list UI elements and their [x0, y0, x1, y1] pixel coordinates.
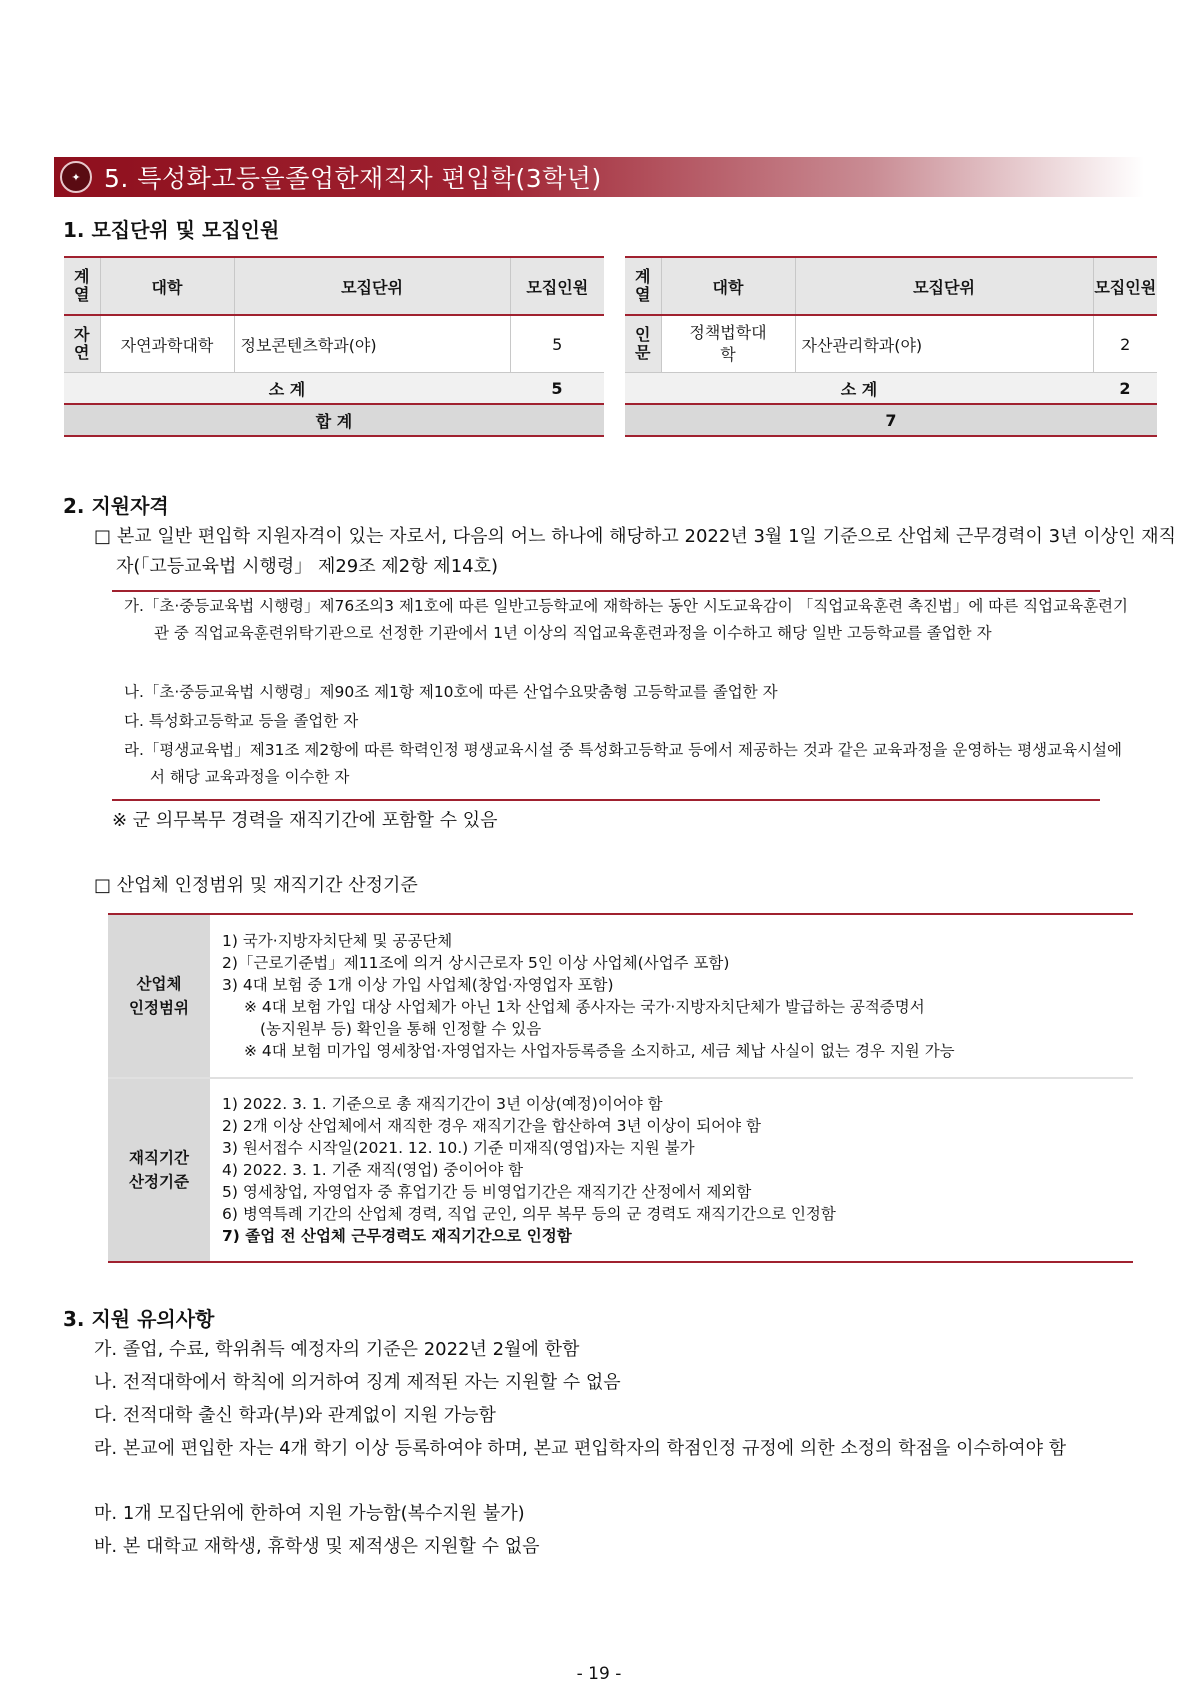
heading-eligibility: 2. 지원자격: [63, 494, 169, 518]
col-header-college: 대학: [100, 257, 234, 315]
scope-item: 3) 4대 보험 중 1개 이상 가입 사업체(창업·자영업자 포함): [222, 976, 614, 994]
subtotal-label: 소 계: [625, 373, 1093, 405]
eligibility-item-ra: 라.「평생교육법」제31조 제2항에 따른 학력인정 평생교육시설 중 특성화고등학교 등에서 제공하는 것과 같은 교육과정을 운영하는 평생교육시설에서 해당 교육과정을 이수한 자: [124, 741, 1123, 786]
period-item: 5) 영세창업, 자영업자 중 휴업기간 등 비영업기간은 재직기간 산정에서 제외함: [222, 1183, 752, 1201]
cell-field: 자연: [64, 315, 100, 373]
col-header-field: 계열: [625, 257, 661, 315]
col-header-unit: 모집단위: [795, 257, 1093, 315]
cell-unit: 자산관리학과(야): [795, 315, 1093, 373]
note-item-ma: 마. 1개 모집단위에 한하여 지원 가능함(복수지원 불가): [94, 1503, 525, 1524]
period-item: 2) 2개 이상 산업체에서 재직한 경우 재직기간을 합산하여 3년 이상이 되어야 함: [222, 1117, 762, 1135]
university-seal-icon: ✦: [60, 161, 92, 193]
note-item-ba: 바. 본 대학교 재학생, 휴학생 및 제적생은 지원할 수 없음: [94, 1536, 540, 1557]
col-header-field: 계열: [64, 257, 100, 315]
scope-note: ※ 4대 보험 가입 대상 사업체가 아닌 1차 산업체 종사자는 국가·지방자치단체가 발급하는 공적증명서: [244, 998, 925, 1016]
military-note: ※ 군 의무복무 경력을 재직기간에 포함할 수 있음: [112, 810, 498, 831]
divider-bottom: [112, 799, 1100, 801]
cell-unit: 정보콘텐츠학과(야): [234, 315, 510, 373]
note-item-na: 나. 전적대학에서 학칙에 의거하여 징계 제적된 자는 지원할 수 없음: [94, 1372, 621, 1393]
period-item: 6) 병역특례 기간의 산업체 경력, 직업 군인, 의무 복무 등의 군 경력도 재직기간으로 인정함: [222, 1205, 836, 1223]
heading-notes: 3. 지원 유의사항: [63, 1307, 215, 1331]
period-item: 3) 원서접수 시작일(2021. 12. 10.) 기준 미재직(영업)자는 지원 불가: [222, 1139, 695, 1157]
criteria-table: [108, 913, 1133, 1263]
section-banner: [54, 157, 1144, 197]
period-label: 재직기간 산정기준: [108, 1078, 210, 1262]
note-item-ga: 가. 졸업, 수료, 학위취득 예정자의 기준은 2022년 2월에 한함: [94, 1339, 580, 1360]
cell-college: 정책법학대학: [661, 315, 795, 373]
page-number: - 19 -: [576, 1664, 622, 1684]
scope-content: [210, 914, 1133, 1078]
note-item-da: 다. 전적대학 출신 학과(부)와 관계없이 지원 가능함: [94, 1405, 496, 1426]
total-value: 7: [625, 404, 1157, 436]
eligibility-intro: □ 본교 일반 편입학 지원자격이 있는 자로서, 다음의 어느 하나에 해당하고 2022년 3월 1일 기준으로 산업체 근무경력이 3년 이상인 재직자(「고등교육법 시행령」 제29조 제2항 제14호): [94, 526, 1177, 577]
scope-note-cont: (농지원부 등) 확인을 통해 인정할 수 있음: [260, 1020, 542, 1038]
criteria-title: □ 산업체 인정범위 및 재직기간 산정기준: [94, 875, 418, 896]
eligibility-item-na: 나.「초·중등교육법 시행령」제90조 제1항 제10호에 따른 산업수요맞춤형 고등학교를 졸업한 자: [124, 683, 778, 701]
cell-college: 자연과학대학: [100, 315, 234, 373]
col-header-count: 모집인원: [1093, 257, 1157, 315]
recruitment-table-left: [64, 256, 604, 437]
total-label: 합 계: [64, 404, 604, 436]
subtotal-value: 2: [1093, 373, 1157, 405]
period-item: 7) 졸업 전 산업체 근무경력도 재직기간으로 인정함: [222, 1227, 572, 1245]
col-header-count: 모집인원: [510, 257, 604, 315]
col-header-college: 대학: [661, 257, 795, 315]
period-item: 4) 2022. 3. 1. 기준 재직(영업) 중이어야 함: [222, 1161, 524, 1179]
subtotal-value: 5: [510, 373, 604, 405]
recruitment-table-right: [625, 256, 1157, 437]
section-title: 5. 특성화고등을졸업한재직자 편입학(3학년): [104, 164, 602, 193]
cell-count: 5: [510, 315, 604, 373]
heading-recruitment: 1. 모집단위 및 모집인원: [63, 218, 280, 242]
cell-count: 2: [1093, 315, 1157, 373]
cell-field: 인문: [625, 315, 661, 373]
scope-note: ※ 4대 보험 미가입 영세창업·자영업자는 사업자등록증을 소지하고, 세금 체납 사실이 없는 경우 지원 가능: [244, 1042, 955, 1060]
eligibility-item-da: 다. 특성화고등학교 등을 졸업한 자: [124, 712, 359, 730]
scope-label: 산업체 인정범위: [108, 914, 210, 1078]
period-content: [210, 1078, 1133, 1262]
subtotal-label: 소 계: [64, 373, 510, 405]
period-item: 1) 2022. 3. 1. 기준으로 총 재직기간이 3년 이상(예정)이어야 함: [222, 1095, 663, 1113]
scope-item: 2)「근로기준법」제11조에 의거 상시근로자 5인 이상 사업체(사업주 포함): [222, 954, 730, 972]
eligibility-item-ga: 가.「초·중등교육법 시행령」제76조의3 제1호에 따른 일반고등학교에 재학하는 동안 시도교육감이 「직업교육훈련 촉진법」에 따른 직업교육훈련기관 중 직업교육훈련위탁기관으로 선정한 기관에서 1년 이상의 직업교육훈련과정을 이수하고 해당 일반 고등학교를 졸업한 자: [124, 597, 1128, 642]
col-header-unit: 모집단위: [234, 257, 510, 315]
divider-top: [112, 590, 1100, 592]
note-item-ra: 라. 본교에 편입한 자는 4개 학기 이상 등록하여야 하며, 본교 편입학자의 학점인정 규정에 의한 소정의 학점을 이수하여야 함: [94, 1438, 1067, 1459]
scope-item: 1) 국가·지방자치단체 및 공공단체: [222, 932, 453, 950]
